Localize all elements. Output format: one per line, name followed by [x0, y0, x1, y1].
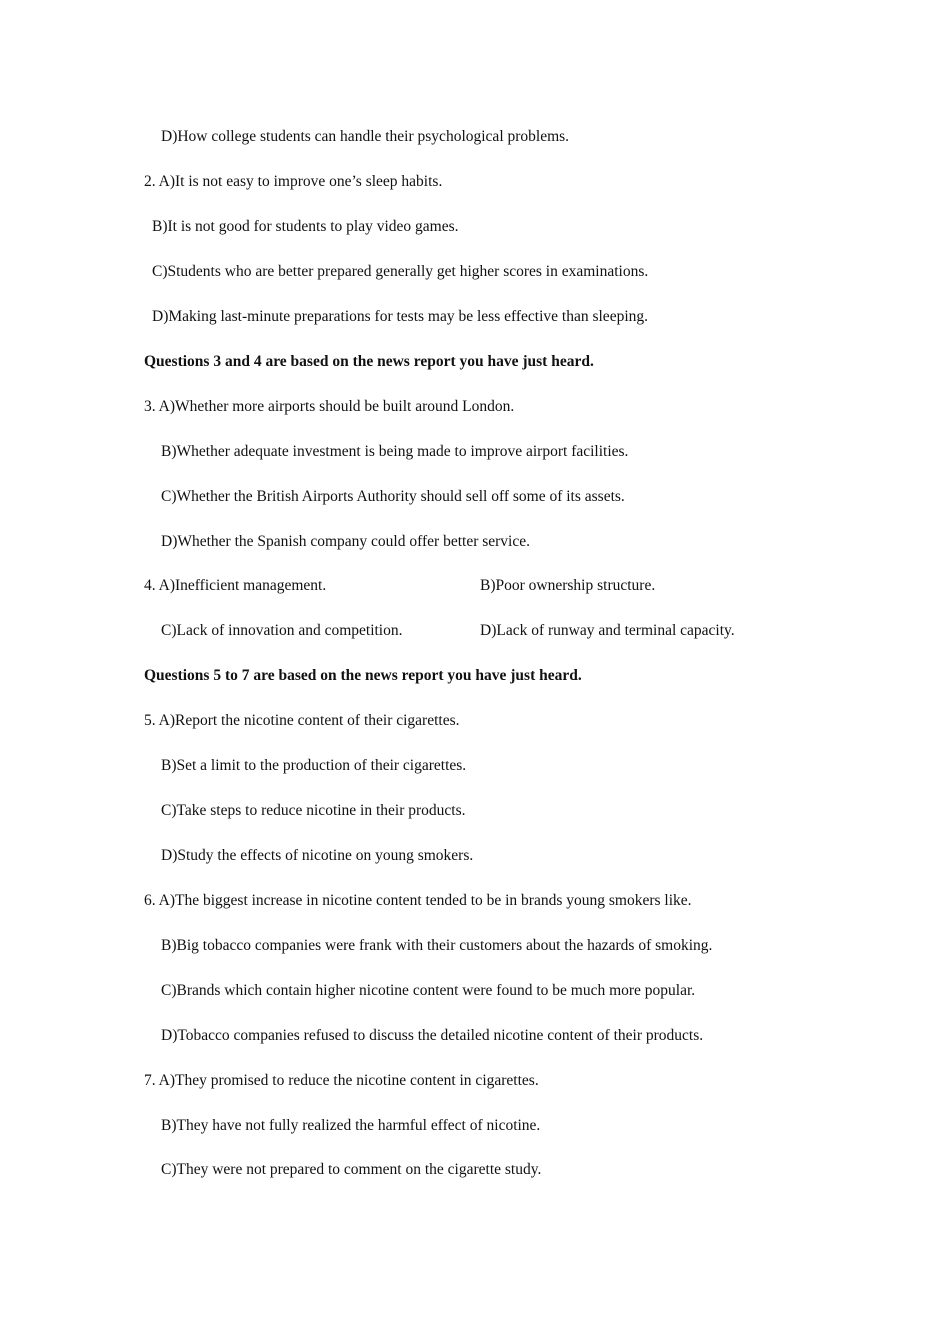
question-6-option-b: B)Big tobacco companies were frank with their customers about the hazards of smoking. — [161, 937, 713, 954]
question-5-option-a: 5. A)Report the nicotine content of their cigarettes. — [144, 712, 460, 729]
question-4-option-c: C)Lack of innovation and competition. — [161, 622, 403, 639]
section-heading-questions-3-4: Questions 3 and 4 are based on the news report you have just heard. — [144, 353, 594, 370]
question-7-option-c: C)They were not prepared to comment on the cigarette study. — [161, 1161, 542, 1178]
question-3-option-d: D)Whether the Spanish company could offer better service. — [161, 533, 530, 550]
question-2-option-d: D)Making last-minute preparations for tests may be less effective than sleeping. — [152, 308, 648, 325]
question-4-option-d: D)Lack of runway and terminal capacity. — [480, 622, 735, 639]
question-6-option-a: 6. A)The biggest increase in nicotine content tended to be in brands young smokers like. — [144, 892, 692, 909]
question-4-option-a: 4. A)Inefficient management. — [144, 577, 327, 594]
question-3-option-c: C)Whether the British Airports Authority should sell off some of its assets. — [161, 488, 625, 505]
question-2-option-a: 2. A)It is not easy to improve one’s sleep habits. — [144, 173, 443, 190]
question-6-option-c: C)Brands which contain higher nicotine content were found to be much more popular. — [161, 982, 696, 999]
question-5-option-c: C)Take steps to reduce nicotine in their products. — [161, 802, 466, 819]
question-3-option-b: B)Whether adequate investment is being made to improve airport facilities. — [161, 443, 629, 460]
question-5-option-b: B)Set a limit to the production of their cigarettes. — [161, 757, 467, 774]
question-7-option-b: B)They have not fully realized the harmful effect of nicotine. — [161, 1117, 541, 1134]
question-2-option-c: C)Students who are better prepared generally get higher scores in examinations. — [152, 263, 649, 280]
question-2-option-b: B)It is not good for students to play video games. — [152, 218, 459, 235]
question-6-option-d: D)Tobacco companies refused to discuss the detailed nicotine content of their products. — [161, 1027, 704, 1044]
question-4-option-b: B)Poor ownership structure. — [480, 577, 656, 594]
question-3-option-a: 3. A)Whether more airports should be built around London. — [144, 398, 515, 415]
question-7-option-a: 7. A)They promised to reduce the nicotine content in cigarettes. — [144, 1072, 539, 1089]
question-5-option-d: D)Study the effects of nicotine on young smokers. — [161, 847, 474, 864]
section-heading-questions-5-7: Questions 5 to 7 are based on the news report you have just heard. — [144, 667, 582, 684]
question-1-option-d: D)How college students can handle their psychological problems. — [161, 128, 570, 145]
